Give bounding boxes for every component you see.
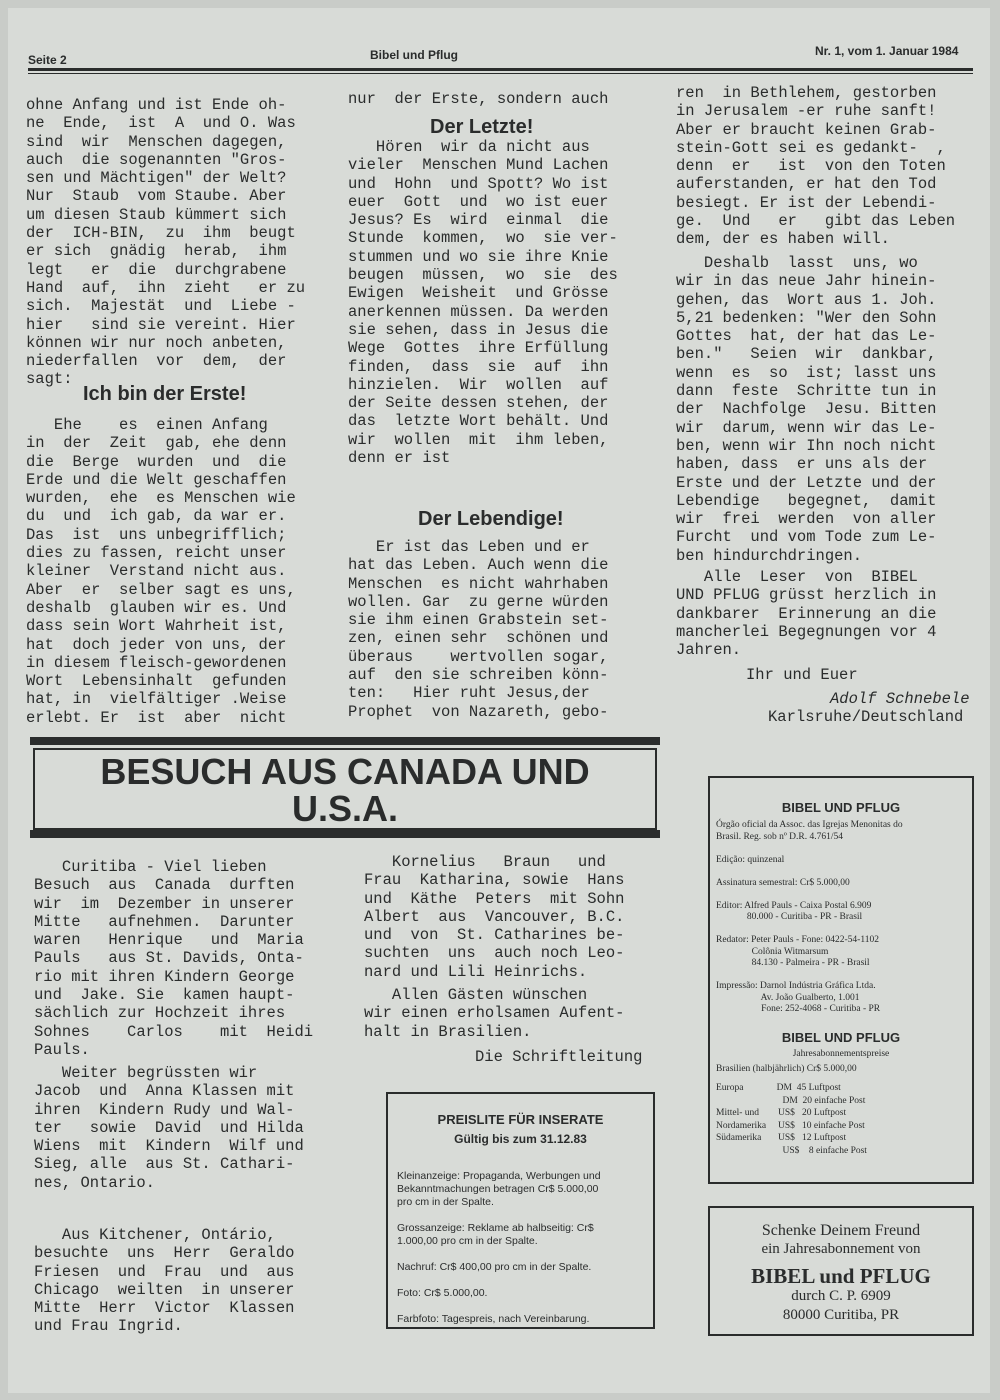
text-line: Mitte Herr Victor Klassen <box>34 1299 295 1318</box>
text-line: Erste und der Letzte und der <box>676 473 937 492</box>
text-line: Friesen und Frau und aus <box>34 1262 295 1281</box>
text-line: in der Zeit gab, ehe denn <box>26 434 287 453</box>
text-line: Chicago weilten in unserer <box>34 1280 295 1299</box>
text-line: um diesen Staub kümmert sich <box>26 205 287 224</box>
text-line: Deshalb lasst uns, wo <box>676 254 918 272</box>
text-line <box>397 1248 601 1261</box>
text-line: finden, dass sie auf ihn <box>348 357 609 376</box>
article2-title-line2: U.S.A. <box>291 788 398 829</box>
text-line: wir einen erholsamen Aufent- <box>364 1004 625 1023</box>
text-line <box>716 866 903 878</box>
text-line: sie ihm einen Grabstein set- <box>348 611 609 630</box>
text-line: Jahren. <box>676 641 742 660</box>
text-line: UND PFLUG grüsst herzlich in <box>676 586 937 605</box>
text-line: anerkennen müssen. Da werden <box>348 302 609 321</box>
text-line: rio mit ihren Kindern George <box>34 967 295 986</box>
text-line: Impressão: Darnol Indústria Gráfica Ltda. <box>716 981 876 991</box>
text-line: niederfallen vor dem, der <box>26 352 287 371</box>
article1-col1-bottom <box>26 416 296 727</box>
text-line: überaus wertvollen sogar, <box>348 647 609 666</box>
text-line: kleiner Verstand nicht aus. <box>26 562 287 581</box>
text-line: Ehe es einen Anfang <box>26 416 268 434</box>
text-line: dies zu fassen, reicht unser <box>26 544 287 563</box>
text-line: Pauls aus St. Davids, Onta- <box>34 949 304 968</box>
article2-col1-p1 <box>34 858 313 1059</box>
header-rule-thin <box>28 73 973 74</box>
text-line: Curitiba - Viel lieben <box>34 858 267 876</box>
page-number: Seite 2 <box>28 53 67 67</box>
text-line: Das ist uns unbegrifflich; <box>26 525 287 544</box>
text-line: Mitte aufnehmen. Darunter <box>34 912 295 931</box>
text-line: und Jake. Sie kamen haupt- <box>34 986 295 1005</box>
text-line: auch die sogenannten "Gros- <box>26 150 287 169</box>
text-line: Farbfoto: Tagespreis, nach Vereinbarung. <box>397 1313 590 1325</box>
text-line: sind wir Menschen dagegen, <box>26 132 287 151</box>
article2-col1-p2 <box>34 1064 304 1192</box>
text-line: sich. Majestät und Liebe - <box>26 297 296 316</box>
gift-line5: 80000 Curitiba, PR <box>782 1307 900 1323</box>
text-line: Nur Staub vom Staube. Aber <box>26 187 287 206</box>
text-line: und Hohn und Spott? Wo ist <box>348 174 609 193</box>
header-rule <box>28 68 973 71</box>
text-line: Europa DM 45 Luftpost <box>716 1083 841 1093</box>
text-line: hat das Leben. Auch wenn die <box>348 556 609 575</box>
text-line: nes, Ontario. <box>34 1173 155 1192</box>
text-line: Weiter begrüssten wir <box>34 1064 258 1082</box>
text-line: Fone: 252-4068 - Curitiba - PR <box>716 1004 881 1014</box>
text-line: Hand auf, ihn zieht er zu <box>26 278 306 297</box>
text-line: Furcht und vom Tode zum Le- <box>676 528 937 547</box>
text-line <box>397 1209 601 1222</box>
text-line: in Jerusalem -er ruhe sanft! <box>676 102 937 121</box>
heading-der-lebendige: Der Lebendige! <box>418 508 564 530</box>
text-line: 80.000 - Curitiba - PR - Brasil <box>716 912 863 922</box>
text-line: legt er die durchgrabene <box>26 260 287 279</box>
text-line: dankbarer Erinnerung an die <box>676 604 937 623</box>
text-line: Aus Kitchener, Ontário, <box>34 1226 276 1244</box>
text-line: Stunde kommen, wo sie ver- <box>348 229 618 248</box>
text-line: und Frau Ingrid. <box>34 1317 183 1336</box>
text-line: Albert aus Vancouver, B.C. <box>364 907 625 926</box>
text-line: Er ist das Leben und er <box>348 538 590 556</box>
article1-col3-mid <box>676 254 936 565</box>
text-line: vieler Menschen Mund Lachen <box>348 156 609 175</box>
text-line: Wege Gottes ihre Erfüllung <box>348 339 609 358</box>
heading-der-letzte: Der Letzte! <box>430 116 534 138</box>
text-line: besuchte uns Herr Geraldo <box>34 1244 295 1263</box>
text-line <box>716 889 903 901</box>
text-line: Grossanzeige: Reklame ab halbseitig: Cr$ <box>397 1222 594 1234</box>
text-line: ben." Seien wir dankbar, <box>676 345 937 364</box>
text-line: und von St. Catharines be- <box>364 926 625 945</box>
text-line: Prophet von Nazareth, gebo- <box>348 702 609 721</box>
text-line: pro cm in der Spalte. <box>397 1196 494 1208</box>
text-line: ge. Und er gibt das Leben <box>676 212 956 231</box>
heading-ich-bin-der-erste: Ich bin der Erste! <box>83 383 247 405</box>
text-line: Kornelius Braun und <box>364 853 606 871</box>
text-line: du und ich gab, da war er. <box>26 507 287 526</box>
text-line: auf den sie schreiben könn- <box>348 666 609 685</box>
gift-subscription-box <box>708 1206 974 1336</box>
text-line: Jesus? Es wird einmal die <box>348 211 609 230</box>
text-line: sen und Mächtigen" der Welt? <box>26 169 287 188</box>
byline: Die Schriftleitung <box>475 1048 643 1066</box>
text-line: Hören wir da nicht aus <box>348 138 590 156</box>
text-line: 5,21 bedenken: "Wer den Sohn <box>676 308 937 327</box>
text-line: Editor: Alfred Pauls - Caixa Postal 6.909 <box>716 900 872 911</box>
text-line: 84.130 - Palmeira - PR - Brasil <box>716 958 870 968</box>
newspaper-page <box>8 8 990 1393</box>
text-line: Alle Leser von BIBEL <box>676 568 918 586</box>
masthead-lines <box>716 820 903 1016</box>
text-line: Sieg, alle aus St. Cathari- <box>34 1155 295 1174</box>
text-line: Mittel- und US$ 20 Luftpost <box>716 1108 847 1118</box>
text-line: wir in das neue Jahr hinein- <box>676 272 937 291</box>
text-line: Colônia Witmarsum <box>716 946 829 957</box>
location: Karlsruhe/Deutschland <box>768 708 964 726</box>
banner-top-bar <box>30 737 660 745</box>
text-line: auferstanden, er hat den Tod <box>676 175 937 194</box>
text-line: wir wollen mit ihm leben, <box>348 430 609 449</box>
text-line: sie sehen, dass in Jesus die <box>348 320 609 339</box>
text-line: Sohnes Carlos mit Heidi <box>34 1022 314 1041</box>
pricelist-valid: Gültig bis zum 31.12.83 <box>454 1132 587 1146</box>
subscription-subtitle: Jahresabonnementspreise <box>792 1049 890 1059</box>
pricelist-lines <box>397 1170 601 1326</box>
text-line: Edição: quinzenal <box>716 854 785 865</box>
text-line: besiegt. Er ist der Lebendi- <box>676 193 937 212</box>
text-line: Allen Gästen wünschen <box>364 986 588 1004</box>
text-line: wir im Dezember in unserer <box>34 894 295 913</box>
text-line: sächlich zur Hochzeit ihres <box>34 1004 286 1023</box>
article1-col1-top <box>26 96 305 389</box>
text-line: Gottes hat, der hat das Le- <box>676 327 937 346</box>
text-line <box>716 924 903 936</box>
text-line <box>397 1274 601 1287</box>
text-line: Wort Lebensinhalt gefunden <box>26 672 287 691</box>
text-line: er sich gnädig herab, ihm <box>26 242 287 261</box>
text-line: wir frei werden von aller <box>676 510 937 529</box>
text-line: ohne Anfang und ist Ende oh- <box>26 96 287 114</box>
banner-bottom-bar <box>30 830 660 838</box>
text-line: dem, der es haben will. <box>676 230 890 249</box>
article1-col2-first: nur der Erste, sondern auch <box>348 90 609 108</box>
text-line: beugen müssen, wo sie des <box>348 266 618 285</box>
article2-col2 <box>364 853 624 981</box>
text-line: 1.000,00 pro cm in der Spalte. <box>397 1235 538 1247</box>
gift-line3: BIBEL und PFLUG <box>751 1264 931 1288</box>
text-line: und Käthe Peters mit Sohn <box>364 889 625 908</box>
gift-line1: Schenke Deinem Freund <box>761 1222 921 1239</box>
text-line: denn er ist <box>348 449 451 468</box>
text-line: der Seite dessen stehen, der <box>348 394 609 413</box>
text-line: in diesem fleisch-gewordenen <box>26 653 287 672</box>
text-line: haben, dass er uns als der <box>676 455 928 474</box>
text-line: hinzielen. Wir wollen auf <box>348 375 609 394</box>
text-line: Brasil. Reg. sob nº D.R. 4.761/54 <box>716 831 843 842</box>
text-line: ten: Hier ruht Jesus,der <box>348 684 590 703</box>
issue-date: Nr. 1, vom 1. Januar 1984 <box>815 44 959 58</box>
text-line: ben hindurchdringen. <box>676 546 863 565</box>
text-line: denn er ist von den Toten <box>676 157 946 176</box>
article1-col3-greeting <box>676 568 936 659</box>
masthead-box <box>708 776 974 1184</box>
text-line: waren Henrique und Maria <box>34 931 304 950</box>
text-line <box>397 1300 601 1313</box>
text-line: Erde und die Welt geschaffen <box>26 470 287 489</box>
text-line: erlebt. Er ist aber nicht <box>26 708 287 727</box>
text-line: sagt: <box>26 370 73 389</box>
text-line: Assinatura semestral: Cr$ 5.000,00 <box>716 877 850 888</box>
text-line: nard und Lili Heinrichs. <box>364 962 588 981</box>
subscription-brazil: Brasilien (halbjährlich) Cr$ 5.000,00 <box>716 1064 857 1074</box>
text-line: Besuch aus Canada durften <box>34 876 295 895</box>
text-line: US$ 8 einfache Post <box>716 1145 867 1156</box>
text-line: wollen. Gar zu gerne würden <box>348 592 609 611</box>
text-line: der Nachfolge Jesu. Bitten <box>676 400 937 419</box>
text-line: Pauls. <box>34 1040 90 1059</box>
text-line: wir darum, wenn wir das Le- <box>676 418 937 437</box>
text-line: Aber er braucht keinen Grab- <box>676 120 937 139</box>
text-line: der ICH-BIN, zu ihm beugt <box>26 224 296 243</box>
masthead-title: BIBEL UND PFLUG <box>781 800 901 815</box>
text-line: Jacob und Anna Klassen mit <box>34 1082 295 1101</box>
subscription-title: BIBEL UND PFLUG <box>781 1030 901 1045</box>
subscription-rates <box>716 1082 867 1157</box>
text-line: Frau Katharina, sowie Hans <box>364 871 625 890</box>
closing: Ihr und Euer <box>746 666 858 684</box>
text-line: deshalb glauben wir es. Und <box>26 598 287 617</box>
text-line: hat, in vielfältiger .Weise <box>26 690 287 709</box>
text-line: Foto: Cr$ 5.000,00. <box>397 1287 488 1299</box>
pricelist-title: PREISLITE FÜR INSERATE <box>437 1112 604 1127</box>
text-line: suchten uns auch noch Leo- <box>364 944 625 963</box>
text-line: die Berge wurden und die <box>26 452 287 471</box>
publication-title: Bibel und Pflug <box>370 48 458 62</box>
article2-col2-p2 <box>364 986 624 1041</box>
pricelist-box <box>386 1092 655 1329</box>
text-line: ren in Bethlehem, gestorben <box>676 84 937 102</box>
text-line: gehen, das Wort aus 1. Joh. <box>676 290 937 309</box>
article2-col1-p3 <box>34 1226 294 1336</box>
text-line: Nordamerika US$ 10 einfache Post <box>716 1120 865 1131</box>
text-line: Bekanntmachungen betragen Cr$ 5.000,00 <box>397 1183 599 1195</box>
article2-banner <box>33 748 657 830</box>
text-line: ihren Kindern Rudy und Wal- <box>34 1100 295 1119</box>
text-line: mancherlei Begegnungen vor 4 <box>676 622 937 641</box>
text-line: ben, wenn wir Ihn noch nicht <box>676 436 937 455</box>
text-line: hat doch jeder von uns, der <box>26 635 287 654</box>
text-line: zen, einen sehr schönen und <box>348 629 609 648</box>
text-line: Wiens mit Kindern Wilf und <box>34 1137 304 1156</box>
article1-col2-mid <box>348 138 618 467</box>
text-line: stein-Gott sei es gedankt- , <box>676 138 946 157</box>
gift-line2: ein Jahresabonnement von <box>761 1241 921 1257</box>
text-line: dann feste Schritte tun in <box>676 382 937 401</box>
text-line: Südamerika US$ 12 Luftpost <box>716 1133 847 1143</box>
text-line: Ewigen Weisheit und Grösse <box>348 284 609 303</box>
text-line: Av. João Gualberto, 1.001 <box>716 992 860 1003</box>
text-line: dass sein Wort Wahrheit ist, <box>26 617 287 636</box>
text-line: Menschen es nicht wahrhaben <box>348 574 609 593</box>
text-line: wenn es so ist; lasst uns <box>676 363 937 382</box>
text-line: Kleinanzeige: Propaganda, Werbungen und <box>397 1170 601 1182</box>
text-line: halt in Brasilien. <box>364 1022 532 1041</box>
gift-line4: durch C. P. 6909 <box>791 1288 891 1304</box>
article1-col3-top <box>676 84 955 249</box>
text-line <box>716 970 903 982</box>
text-line: können wir nur noch anbeten, <box>26 333 287 352</box>
text-line: wurden, ehe es Menschen wie <box>26 489 296 508</box>
text-line: Redator: Peter Pauls - Fone: 0422-54-1102 <box>716 935 879 945</box>
text-line: das letzte Wort behält. Und <box>348 412 609 431</box>
text-line: Nachruf: Cr$ 400,00 pro cm in der Spalte. <box>397 1261 592 1273</box>
signature: Adolf Schnebele <box>830 690 970 708</box>
text-line: Aber er selber sagt es uns, <box>26 580 296 599</box>
text-line: Lebendige begegnet, damit <box>676 491 937 510</box>
text-line: euer Gott und wo ist euer <box>348 192 609 211</box>
text-line: stummen und wo sie ihre Knie <box>348 247 609 266</box>
text-line: hier sind sie vereint. Hier <box>26 315 296 334</box>
text-line <box>716 843 903 855</box>
text-line: ne Ende, ist A und O. Was <box>26 114 296 133</box>
article1-col2-bottom <box>348 538 608 721</box>
article2-title-line1: BESUCH AUS CANADA UND <box>100 751 590 792</box>
text-line: ter sowie David und Hilda <box>34 1118 304 1137</box>
text-line: DM 20 einfache Post <box>716 1095 866 1106</box>
text-line: Órgão oficial da Assoc. das Igrejas Menonitas do <box>716 820 903 830</box>
